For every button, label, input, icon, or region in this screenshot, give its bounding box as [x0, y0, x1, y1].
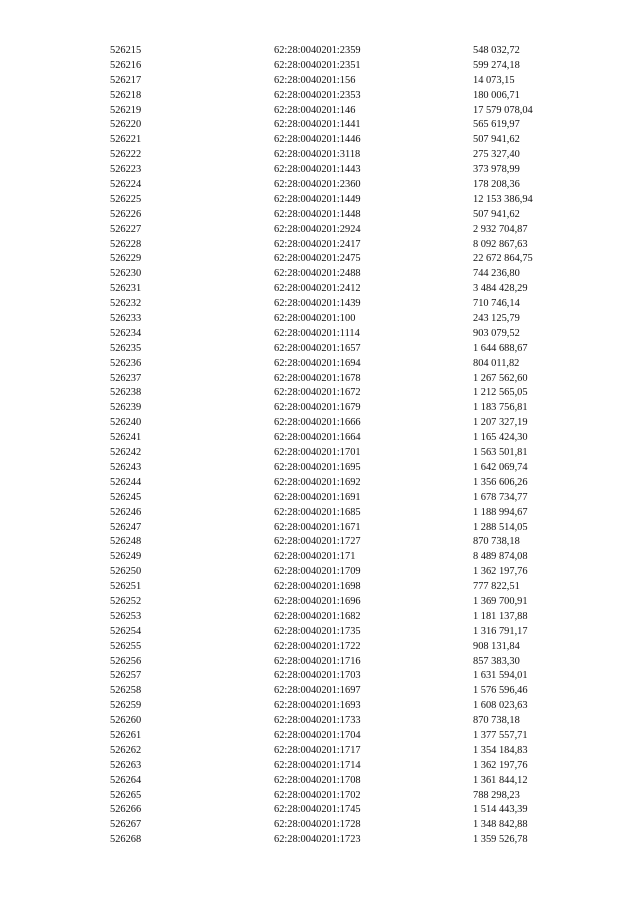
- table-row: [110, 640, 590, 655]
- table-row: [110, 655, 590, 670]
- table-row: [110, 431, 590, 446]
- cadastral-number: 62:28:0040201:1679: [274, 402, 361, 414]
- cadastral-number: 62:28:0040201:1697: [274, 685, 361, 697]
- row-number: 526247: [110, 521, 142, 533]
- cadastral-number: 62:28:0040201:1441: [274, 119, 361, 131]
- cadastral-number: 62:28:0040201:1696: [274, 595, 361, 607]
- row-number: 526266: [110, 804, 142, 816]
- table-row: [110, 416, 590, 431]
- row-number: 526232: [110, 298, 142, 310]
- cadastral-value: 599 274,18: [473, 59, 520, 71]
- table-row: [110, 312, 590, 327]
- cadastral-number: 62:28:0040201:2351: [274, 59, 361, 71]
- cadastral-value: 275 327,40: [473, 149, 520, 161]
- table-row: [110, 669, 590, 684]
- row-number: 526220: [110, 119, 142, 131]
- cadastral-value: 3 484 428,29: [473, 283, 528, 295]
- cadastral-value: 1 514 443,39: [473, 804, 528, 816]
- table-row: [110, 74, 590, 89]
- row-number: 526257: [110, 670, 142, 682]
- table-row: [110, 59, 590, 74]
- row-number: 526234: [110, 327, 142, 339]
- table-row: [110, 238, 590, 253]
- cadastral-value: 744 236,80: [473, 268, 520, 280]
- cadastral-number: 62:28:0040201:1735: [274, 625, 361, 637]
- cadastral-value: 1 361 844,12: [473, 774, 528, 786]
- cadastral-value: 1 354 184,83: [473, 744, 528, 756]
- table-row: [110, 818, 590, 833]
- cadastral-value: 1 644 688,67: [473, 342, 528, 354]
- cadastral-value: 1 288 514,05: [473, 521, 528, 533]
- cadastral-number: 62:28:0040201:1446: [274, 134, 361, 146]
- row-number: 526233: [110, 313, 142, 325]
- cadastral-number: 62:28:0040201:1716: [274, 655, 361, 667]
- cadastral-number: 62:28:0040201:1692: [274, 476, 361, 488]
- cadastral-number: 62:28:0040201:2359: [274, 45, 361, 56]
- cadastral-value: 507 941,62: [473, 134, 520, 146]
- cadastral-number: 62:28:0040201:1695: [274, 461, 361, 473]
- cadastral-number: 62:28:0040201:2412: [274, 283, 361, 295]
- table-row: [110, 297, 590, 312]
- table-row: [110, 44, 590, 59]
- row-number: 526244: [110, 476, 142, 488]
- row-number: 526245: [110, 491, 142, 503]
- cadastral-value: 1 183 756,81: [473, 402, 528, 414]
- row-number: 526251: [110, 581, 142, 593]
- cadastral-number: 62:28:0040201:1685: [274, 506, 361, 518]
- cadastral-value: 1 563 501,81: [473, 447, 528, 459]
- table-row: [110, 223, 590, 238]
- table-row: [110, 580, 590, 595]
- row-number: 526231: [110, 283, 142, 295]
- row-number: 526216: [110, 59, 142, 71]
- row-number: 526237: [110, 372, 142, 384]
- cadastral-value: 1 359 526,78: [473, 834, 528, 846]
- cadastral-number: 62:28:0040201:1448: [274, 208, 361, 220]
- cadastral-value: 1 188 994,67: [473, 506, 528, 518]
- cadastral-number: 62:28:0040201:2475: [274, 253, 361, 265]
- row-number: 526242: [110, 447, 142, 459]
- cadastral-value: 1 181 137,88: [473, 610, 528, 622]
- cadastral-value: 788 298,23: [473, 789, 520, 801]
- cadastral-value: 777 822,51: [473, 581, 520, 593]
- cadastral-value: 903 079,52: [473, 327, 520, 339]
- table-row: [110, 729, 590, 744]
- table-row: [110, 178, 590, 193]
- cadastral-number: 62:28:0040201:1672: [274, 387, 361, 399]
- table-row: [110, 118, 590, 133]
- table-row: [110, 461, 590, 476]
- cadastral-number: 62:28:0040201:1708: [274, 774, 361, 786]
- table-row: [110, 744, 590, 759]
- cadastral-number: 62:28:0040201:1745: [274, 804, 361, 816]
- table-row: [110, 357, 590, 372]
- table-row: [110, 282, 590, 297]
- cadastral-number: 62:28:0040201:1657: [274, 342, 361, 354]
- table-row: [110, 699, 590, 714]
- cadastral-number: 62:28:0040201:1114: [274, 327, 360, 339]
- cadastral-value: 1 267 562,60: [473, 372, 528, 384]
- row-number: 526260: [110, 715, 142, 727]
- cadastral-value: 804 011,82: [473, 357, 520, 369]
- cadastral-number: 62:28:0040201:1717: [274, 744, 361, 756]
- cadastral-value: 1 362 197,76: [473, 759, 528, 771]
- cadastral-number: 62:28:0040201:1682: [274, 610, 361, 622]
- cadastral-number: 62:28:0040201:1733: [274, 715, 361, 727]
- cadastral-value: 1 212 565,05: [473, 387, 528, 399]
- row-number: 526226: [110, 208, 142, 220]
- row-number: 526215: [110, 45, 142, 56]
- cadastral-value: 17 579 078,04: [473, 104, 533, 116]
- row-number: 526252: [110, 595, 142, 607]
- row-number: 526223: [110, 164, 142, 176]
- cadastral-value: 1 348 842,88: [473, 819, 528, 831]
- cadastral-value: 1 369 700,91: [473, 595, 528, 607]
- cadastral-number: 62:28:0040201:1702: [274, 789, 361, 801]
- row-number: 526249: [110, 551, 142, 563]
- row-number: 526229: [110, 253, 142, 265]
- cadastral-number: 62:28:0040201:171: [274, 551, 356, 563]
- table-row: [110, 565, 590, 580]
- cadastral-value: 180 006,71: [473, 89, 520, 101]
- row-number: 526236: [110, 357, 142, 369]
- cadastral-value: 908 131,84: [473, 640, 520, 652]
- row-number: 526238: [110, 387, 142, 399]
- table-row: [110, 535, 590, 550]
- cadastral-value: 1 642 069,74: [473, 461, 528, 473]
- cadastral-number: 62:28:0040201:1698: [274, 581, 361, 593]
- cadastral-value: 1 678 734,77: [473, 491, 528, 503]
- cadastral-number: 62:28:0040201:156: [274, 74, 356, 86]
- row-number: 526261: [110, 729, 142, 741]
- cadastral-number: 62:28:0040201:146: [274, 104, 356, 116]
- row-number: 526240: [110, 417, 142, 429]
- table-row: [110, 774, 590, 789]
- row-number: 526263: [110, 759, 142, 771]
- cadastral-value: 1 165 424,30: [473, 432, 528, 444]
- cadastral-number: 62:28:0040201:1714: [274, 759, 361, 771]
- cadastral-value: 1 576 596,46: [473, 685, 528, 697]
- cadastral-number: 62:28:0040201:3118: [274, 149, 361, 161]
- cadastral-number: 62:28:0040201:1704: [274, 729, 361, 741]
- row-number: 526256: [110, 655, 142, 667]
- cadastral-value: 14 073,15: [473, 74, 515, 86]
- table-row: [110, 148, 590, 163]
- cadastral-number: 62:28:0040201:1449: [274, 193, 361, 205]
- cadastral-number: 62:28:0040201:1439: [274, 298, 361, 310]
- cadastral-value: 12 153 386,94: [473, 193, 533, 205]
- cadastral-value: 1 608 023,63: [473, 700, 528, 712]
- row-number: 526235: [110, 342, 142, 354]
- table-row: [110, 521, 590, 536]
- row-number: 526222: [110, 149, 142, 161]
- cadastral-value: 1 377 557,71: [473, 729, 528, 741]
- row-number: 526255: [110, 640, 142, 652]
- table-row: [110, 625, 590, 640]
- row-number: 526221: [110, 134, 142, 146]
- row-number: 526265: [110, 789, 142, 801]
- cadastral-number: 62:28:0040201:1443: [274, 164, 361, 176]
- table-row: [110, 372, 590, 387]
- cadastral-value: 1 362 197,76: [473, 566, 528, 578]
- row-number: 526230: [110, 268, 142, 280]
- cadastral-number: 62:28:0040201:1678: [274, 372, 361, 384]
- row-number: 526224: [110, 179, 142, 191]
- cadastral-value: 565 619,97: [473, 119, 520, 131]
- cadastral-value: 178 208,36: [473, 179, 520, 191]
- cadastral-number: 62:28:0040201:1703: [274, 670, 361, 682]
- row-number: 526217: [110, 74, 142, 86]
- row-number: 526250: [110, 566, 142, 578]
- cadastral-value: 1 631 594,01: [473, 670, 528, 682]
- cadastral-value: 1 356 606,26: [473, 476, 528, 488]
- cadastral-number: 62:28:0040201:100: [274, 313, 356, 325]
- cadastral-number: 62:28:0040201:1709: [274, 566, 361, 578]
- cadastral-number: 62:28:0040201:1723: [274, 834, 361, 846]
- row-number: 526228: [110, 238, 142, 250]
- cadastral-number: 62:28:0040201:1666: [274, 417, 361, 429]
- table-row: [110, 803, 590, 818]
- row-number: 526258: [110, 685, 142, 697]
- table-row: [110, 252, 590, 267]
- table-row: [110, 550, 590, 565]
- cadastral-value: 373 978,99: [473, 164, 520, 176]
- table-row: [110, 267, 590, 282]
- cadastral-value: 8 092 867,63: [473, 238, 528, 250]
- cadastral-value: 22 672 864,75: [473, 253, 533, 265]
- cadastral-number: 62:28:0040201:1671: [274, 521, 361, 533]
- table-row: [110, 684, 590, 699]
- row-number: 526227: [110, 223, 142, 235]
- row-number: 526225: [110, 193, 142, 205]
- cadastral-value: 870 738,18: [473, 536, 520, 548]
- table-row: [110, 759, 590, 774]
- row-number: 526262: [110, 744, 142, 756]
- row-number: 526243: [110, 461, 142, 473]
- row-number: 526248: [110, 536, 142, 548]
- cadastral-value: 8 489 874,08: [473, 551, 528, 563]
- table-row: [110, 506, 590, 521]
- row-number: 526246: [110, 506, 142, 518]
- cadastral-number: 62:28:0040201:2488: [274, 268, 361, 280]
- cadastral-value: 1 207 327,19: [473, 417, 528, 429]
- cadastral-value: 548 032,72: [473, 45, 520, 56]
- table-row: [110, 595, 590, 610]
- table-row: [110, 104, 590, 119]
- row-number: 526254: [110, 625, 142, 637]
- row-number: 526268: [110, 834, 142, 846]
- table-row: [110, 789, 590, 804]
- row-number: 526264: [110, 774, 142, 786]
- cadastral-value: 243 125,79: [473, 313, 520, 325]
- cadastral-value: 1 316 791,17: [473, 625, 528, 637]
- table-row: [110, 446, 590, 461]
- cadastral-number: 62:28:0040201:2924: [274, 223, 361, 235]
- table-row: [110, 89, 590, 104]
- row-number: 526259: [110, 700, 142, 712]
- cadastral-number: 62:28:0040201:1693: [274, 700, 361, 712]
- table-row: [110, 133, 590, 148]
- cadastral-number: 62:28:0040201:1691: [274, 491, 361, 503]
- cadastral-value: 2 932 704,87: [473, 223, 528, 235]
- table-row: [110, 386, 590, 401]
- table-row: [110, 833, 590, 848]
- cadastral-number: 62:28:0040201:1664: [274, 432, 361, 444]
- table-row: [110, 208, 590, 223]
- row-number: 526241: [110, 432, 142, 444]
- cadastral-number: 62:28:0040201:1727: [274, 536, 361, 548]
- cadastral-number: 62:28:0040201:2353: [274, 89, 361, 101]
- table-row: [110, 714, 590, 729]
- cadastral-number: 62:28:0040201:1722: [274, 640, 361, 652]
- row-number: 526219: [110, 104, 142, 116]
- table-row: [110, 610, 590, 625]
- row-number: 526239: [110, 402, 142, 414]
- data-table: [110, 44, 590, 848]
- cadastral-number: 62:28:0040201:1701: [274, 447, 361, 459]
- cadastral-number: 62:28:0040201:1728: [274, 819, 361, 831]
- table-row: [110, 193, 590, 208]
- table-row: [110, 163, 590, 178]
- cadastral-number: 62:28:0040201:1694: [274, 357, 361, 369]
- table-row: [110, 491, 590, 506]
- cadastral-value: 507 941,62: [473, 208, 520, 220]
- row-number: 526218: [110, 89, 142, 101]
- cadastral-number: 62:28:0040201:2360: [274, 179, 361, 191]
- cadastral-number: 62:28:0040201:2417: [274, 238, 361, 250]
- row-number: 526267: [110, 819, 142, 831]
- table-row: [110, 401, 590, 416]
- cadastral-value: 857 383,30: [473, 655, 520, 667]
- table-row: [110, 327, 590, 342]
- table-row: [110, 342, 590, 357]
- table-row: [110, 476, 590, 491]
- row-number: 526253: [110, 610, 142, 622]
- cadastral-value: 710 746,14: [473, 298, 520, 310]
- cadastral-value: 870 738,18: [473, 715, 520, 727]
